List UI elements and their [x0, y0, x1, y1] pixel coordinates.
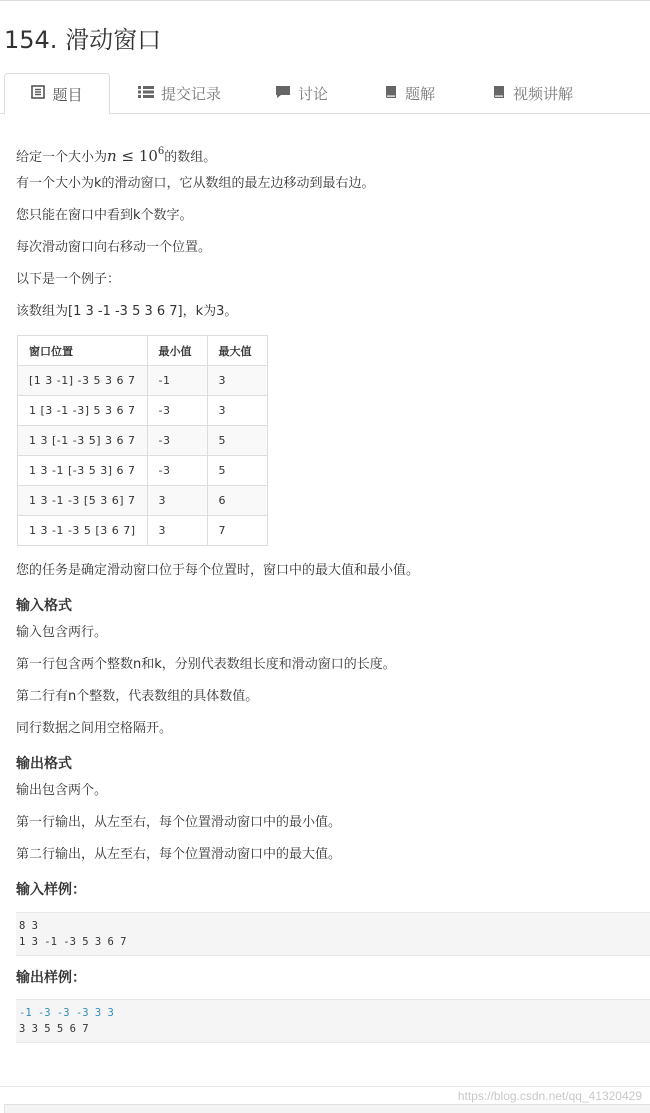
description-line: 您只能在窗口中看到k个数字。 [16, 208, 193, 223]
table-row [18, 486, 268, 516]
sample-input-heading: 输入样例： [16, 882, 86, 898]
list-icon [138, 85, 154, 103]
table-cell: 7 [207, 516, 267, 546]
top-divider [0, 0, 650, 1]
comment-box-edge[interactable] [4, 1104, 650, 1113]
description-line: 每次滑动窗口向右移动一个位置。 [16, 240, 212, 255]
output-format-line: 第二行输出，从左至右，每个位置滑动窗口中的最大值。 [16, 847, 342, 862]
table-cell: 5 [207, 456, 267, 486]
sample-output-code [16, 999, 650, 1043]
description-intro: 给定一个大小为$n \le 10^6$的数组。 [16, 146, 217, 165]
tab-label: 题解 [405, 85, 436, 103]
input-format-line: 同行数据之间用空格隔开。 [16, 721, 173, 736]
sample-output-heading: 输出样例： [16, 970, 86, 986]
math-expression: $n \le 10^6$ [107, 146, 165, 165]
table-cell: 1 [3 -1 -3] 5 3 6 7 [18, 396, 148, 426]
example-table [17, 335, 268, 546]
bottom-divider [0, 1086, 650, 1087]
table-cell: 3 [147, 516, 207, 546]
table-row [18, 456, 268, 486]
tab-solutions[interactable] [384, 73, 435, 114]
input-format-line: 输入包含两行。 [16, 625, 108, 640]
table-cell: -3 [147, 396, 207, 426]
table-cell: 1 3 -1 [-3 5 3] 6 7 [18, 456, 148, 486]
description-line: 以下是一个例子： [16, 272, 121, 287]
table-cell: 3 [207, 396, 267, 426]
table-cell: 5 [207, 426, 267, 456]
table-row [18, 426, 268, 456]
book-icon [384, 85, 398, 103]
table-cell: 3 [207, 366, 267, 396]
table-row [18, 396, 268, 426]
table-cell: 3 [147, 486, 207, 516]
table-cell: -3 [147, 426, 207, 456]
table-cell: 1 3 -1 -3 [5 3 6] 7 [18, 486, 148, 516]
problem-title: 154. 滑动窗口 [4, 26, 162, 54]
table-row [18, 366, 268, 396]
table-cell: -1 [147, 366, 207, 396]
book-icon [492, 85, 506, 103]
document-icon [31, 85, 45, 103]
tab-label: 讨论 [298, 85, 329, 103]
tab-discussion[interactable] [275, 73, 328, 114]
input-format-line: 第二行有n个整数，代表数组的具体数值。 [16, 689, 259, 704]
tab-bar [0, 73, 650, 114]
input-format-line: 第一行包含两个整数n和k，分别代表数组长度和滑动窗口的长度。 [16, 657, 396, 672]
table-header: 最大值 [207, 336, 267, 366]
tab-submissions[interactable] [138, 73, 221, 114]
code-line: -1 -3 -3 -3 3 3 [19, 1007, 114, 1019]
tab-label: 提交记录 [161, 85, 222, 103]
comment-icon [275, 85, 291, 103]
description-line: 有一个大小为k的滑动窗口，它从数组的最左边移动到最右边。 [16, 176, 375, 191]
code-line: 8 3 [19, 920, 38, 932]
output-format-line: 输出包含两个。 [16, 783, 108, 798]
tab-problem[interactable] [4, 73, 110, 115]
code-line: 3 3 5 5 6 7 [19, 1023, 89, 1035]
description-line: 该数组为[1 3 -1 -3 5 3 6 7]，k为3。 [16, 304, 238, 319]
output-format-heading: 输出格式 [16, 756, 72, 772]
sample-input-code [16, 912, 650, 956]
table-header: 最小值 [147, 336, 207, 366]
tab-label: 题目 [52, 85, 83, 104]
table-cell: 1 3 -1 -3 5 [3 6 7] [18, 516, 148, 546]
task-description: 您的任务是确定滑动窗口位于每个位置时，窗口中的最大值和最小值。 [16, 563, 420, 578]
watermark: https://blog.csdn.net/qq_41320429 [457, 1089, 642, 1103]
table-cell: 6 [207, 486, 267, 516]
input-format-heading: 输入格式 [16, 598, 72, 614]
table-cell: -3 [147, 456, 207, 486]
tab-label: 视频讲解 [513, 85, 574, 103]
table-cell: 1 3 [-1 -3 5] 3 6 7 [18, 426, 148, 456]
tab-video[interactable] [492, 73, 573, 114]
code-line: 1 3 -1 -3 5 3 6 7 [19, 936, 127, 948]
table-row [18, 516, 268, 546]
table-cell: [1 3 -1] -3 5 3 6 7 [18, 366, 148, 396]
output-format-line: 第一行输出，从左至右，每个位置滑动窗口中的最小值。 [16, 815, 342, 830]
table-header: 窗口位置 [18, 336, 148, 366]
